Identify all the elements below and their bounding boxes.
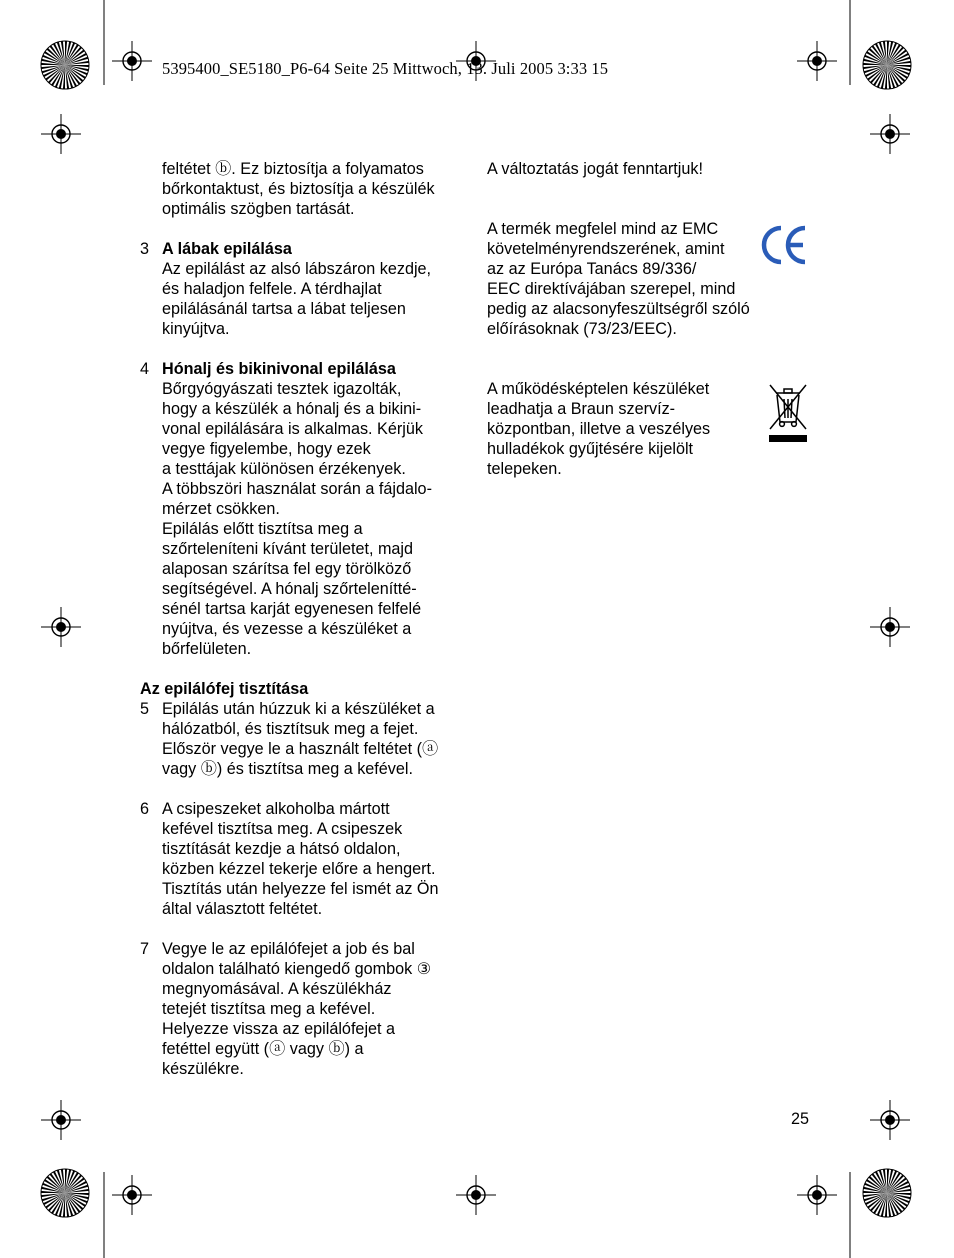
text-line: segítségével. A hónalj szőrtelenítté- — [162, 580, 417, 598]
right-column — [487, 159, 787, 479]
text-line: tisztítását kezdje a hátsó oldalon, — [162, 840, 401, 858]
text-line: Helyezze vissza az epilálófejet a — [162, 1020, 396, 1038]
text-line: tetejét tisztítsa meg a kefével. — [162, 1000, 376, 1018]
starburst-calibration-icon — [40, 1168, 90, 1218]
text-line: Epilálás előtt tisztítsa meg a — [162, 520, 363, 538]
text-line: a testtájak különösen érzékenyek. — [162, 460, 406, 478]
step-6 — [140, 799, 470, 919]
text-line: A többszöri használat során a fájdalo- — [162, 480, 432, 498]
text-line: A működésképtelen készüléket — [487, 380, 710, 398]
ce-mark-icon — [760, 224, 808, 266]
text-line: telepeken. — [487, 460, 562, 478]
text-line: megnyomásával. A készülékház — [162, 980, 392, 998]
text-line: fetéttel együtt (ⓐ vagy ⓑ) a — [162, 1040, 364, 1058]
text-line: epilálásánál tartsa a lábat teljesen — [162, 300, 406, 318]
step-4 — [140, 359, 470, 659]
text-line: Tisztítás után helyezze fel ismét az Ön — [162, 880, 439, 898]
emc-paragraph — [487, 219, 787, 339]
step-5 — [140, 699, 470, 779]
text-line: kinyújtva. — [162, 320, 230, 338]
text-line: Vegye le az epilálófejet a job és bal — [162, 940, 415, 958]
registration-mark-icon — [870, 607, 910, 647]
registration-mark-icon — [41, 1100, 81, 1140]
text-line: Először vegye le a használt feltétet (ⓐ — [162, 740, 439, 758]
text-line: A termék megfelel mind az EMC — [487, 220, 719, 238]
text-line: az az Európa Tanács 89/336/ — [487, 260, 697, 278]
text-line: optimális szögben tartását. — [162, 200, 355, 218]
step-title: Hónalj és bikinivonal epilálása — [162, 360, 396, 378]
text-line: feltétet ⓑ. Ez biztosítja a folyamatos — [162, 160, 424, 178]
text-line: vonal epilálására is alkalmas. Kérjük — [162, 420, 423, 438]
registration-mark-icon — [870, 1100, 910, 1140]
text-line: követelményrendszerének, amint — [487, 240, 725, 258]
text-line: készülékre. — [162, 1060, 244, 1078]
step-number: 6 — [140, 800, 150, 818]
text-line: hulladékok gyűjtésére kijelölt — [487, 440, 694, 458]
text-line: mérzet csökken. — [162, 500, 280, 518]
text-line: Az epilálást az alsó lábszáron kezdje, — [162, 260, 432, 278]
text-line: kefével tisztítsa meg. A csipeszek — [162, 820, 403, 838]
step-number: 4 — [140, 360, 150, 378]
text-line: központban, illetve a veszélyes — [487, 420, 711, 438]
step-7 — [140, 939, 470, 1079]
page-number: 25 — [791, 1110, 810, 1128]
text-line: alaposan szárítsa fel egy törölköző — [162, 560, 412, 578]
text-line: bőrkontaktust, és biztosítja a készülék — [162, 180, 435, 198]
starburst-calibration-icon — [40, 40, 90, 90]
text-line: előírásoknak (73/23/EEC). — [487, 320, 677, 338]
text-line: vegye figyelembe, hogy ezek — [162, 440, 371, 458]
starburst-calibration-icon — [862, 1168, 912, 1218]
step-number: 7 — [140, 940, 150, 958]
registration-mark-icon — [797, 41, 837, 81]
text-line: Bőrgyógyászati tesztek igazolták, — [162, 380, 402, 398]
registration-mark-icon — [112, 1175, 152, 1215]
text-line: által választott feltétet. — [162, 900, 323, 918]
text-line: oldalon található kiengedő gombok ③ — [162, 960, 432, 978]
registration-mark-icon — [112, 41, 152, 81]
text-line: Epilálás után húzzuk ki a készüléket a — [162, 700, 435, 718]
step-title: A lábak epilálása — [162, 240, 292, 258]
registration-mark-icon — [797, 1175, 837, 1215]
registration-mark-icon — [41, 114, 81, 154]
section-heading-cleaning: Az epilálófej tisztítása — [140, 680, 309, 698]
text-line: hálózatból, és tisztítsuk meg a fejet. — [162, 720, 419, 738]
text-line: A csipeszeket alkoholba mártott — [162, 800, 390, 818]
registration-mark-icon — [870, 114, 910, 154]
text-line: és haladjon felfele. A térdhajlat — [162, 280, 382, 298]
print-slug-header: 5395400_SE5180_P6-64 Seite 25 Mittwoch, 13. Juli 2005 3:33 15 — [162, 59, 609, 78]
crossed-out-bin-icon — [766, 383, 810, 445]
text-line: nyújtva, és vezesse a készüléket a — [162, 620, 412, 638]
step-number: 3 — [140, 240, 150, 258]
change-notice: A változtatás jogát fenntartjuk! — [487, 160, 703, 178]
text-line: közben kézzel tekerje előre a hengert. — [162, 860, 436, 878]
step-number: 5 — [140, 700, 150, 718]
step-3 — [140, 239, 470, 339]
text-line: hogy a készülék a hónalj és a bikini- — [162, 400, 422, 418]
text-line: szőrteleníteni kívánt területet, majd — [162, 540, 414, 558]
registration-mark-icon — [41, 607, 81, 647]
registration-mark-icon — [456, 1175, 496, 1215]
starburst-calibration-icon — [862, 40, 912, 90]
intro-paragraph — [140, 159, 470, 219]
text-line: vagy ⓑ) és tisztítsa meg a kefével. — [162, 760, 414, 778]
left-column — [140, 159, 470, 1079]
text-line: pedig az alacsonyfeszültségről szóló — [487, 300, 750, 318]
text-line: bőrfelületen. — [162, 640, 252, 658]
text-line: EEC direktívájában szerepel, mind — [487, 280, 736, 298]
disposal-paragraph — [487, 379, 787, 479]
text-line: sénél tartsa karját egyenesen felfelé — [162, 600, 422, 618]
text-line: leadhatja a Braun szervíz- — [487, 400, 676, 418]
